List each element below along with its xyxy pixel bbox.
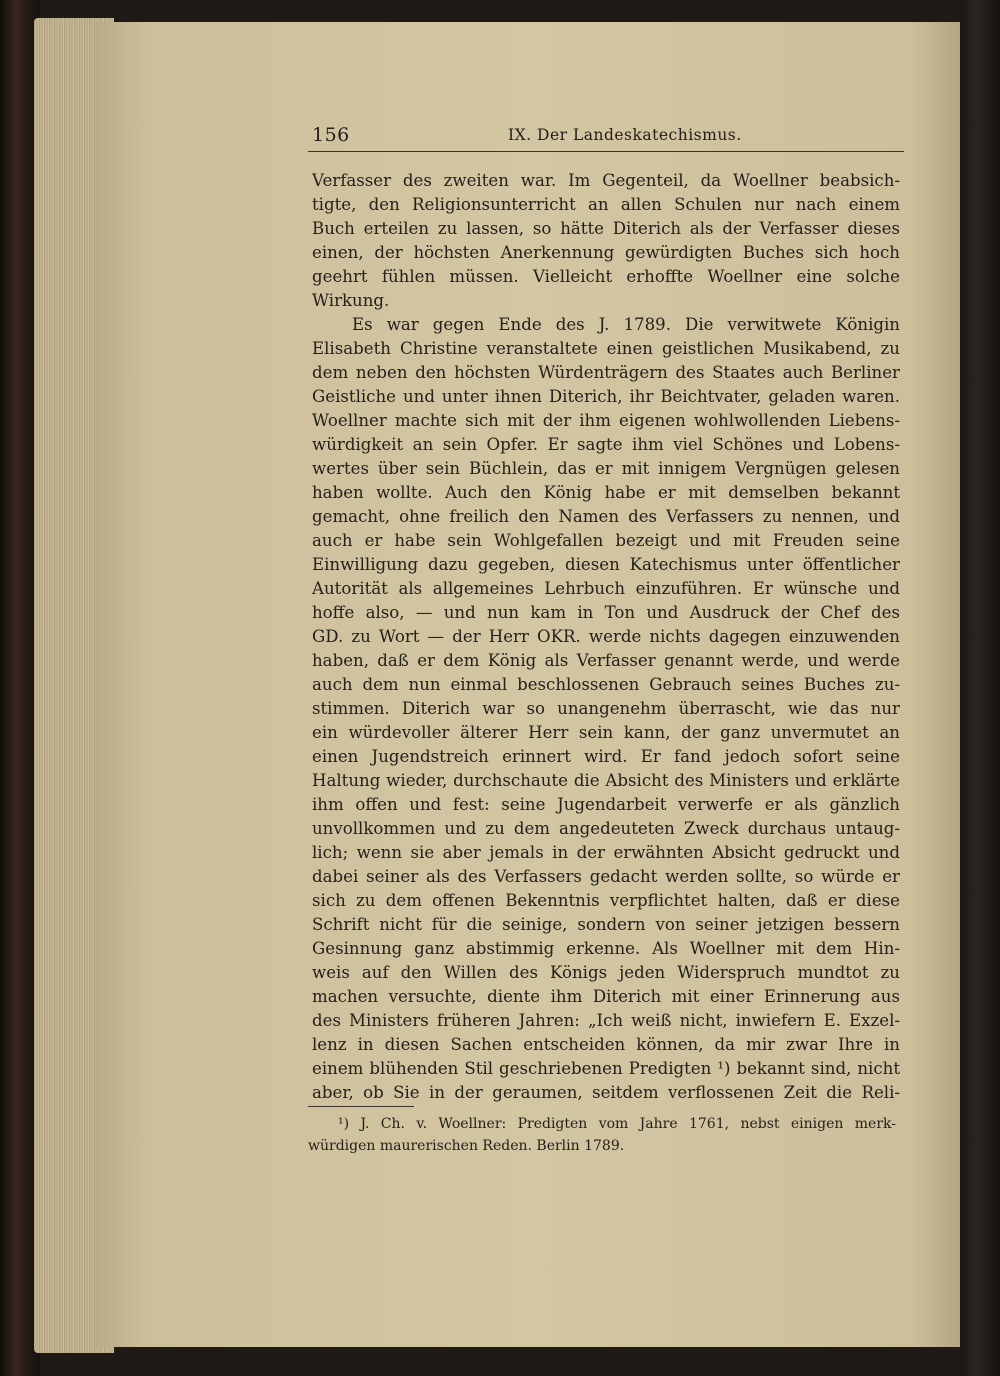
- page-number: 156: [312, 124, 350, 146]
- text-line: Woellner machte sich mit der ihm eigenen wohlwollenden Liebens-: [312, 411, 900, 430]
- text-line: haben wollte. Auch den König habe er mit demselben bekannt: [312, 483, 900, 502]
- text-line: Verfasser des zweiten war. Im Gegenteil, da Woellner beabsich-: [312, 171, 900, 190]
- text-line: machen versuchte, diente ihm Diterich mit einer Erinnerung aus: [312, 987, 900, 1006]
- body-text: [312, 169, 900, 1105]
- text-line: einen, der höchsten Anerkennung gewürdigten Buches sich hoch: [312, 243, 900, 262]
- text-line: Elisabeth Christine veranstaltete einen geistlichen Musikabend, zu: [312, 339, 900, 358]
- text-line: Einwilligung dazu gegeben, diesen Katechismus unter öffentlicher: [312, 555, 900, 574]
- text-line: unvollkommen und zu dem angedeuteten Zweck durchaus untaug-: [312, 819, 900, 838]
- text-line: ein würdevoller älterer Herr sein kann, der ganz unvermutet an: [312, 723, 900, 742]
- text-line: tigte, den Religionsunterricht an allen Schulen nur nach einem: [312, 195, 900, 214]
- text-line: würdigkeit an sein Opfer. Er sagte ihm viel Schönes und Lobens-: [312, 435, 900, 454]
- text-line: lenz in diesen Sachen entscheiden können, da mir zwar Ihre in: [312, 1035, 900, 1054]
- text-line: stimmen. Diterich war so unangenehm überrascht, wie das nur: [312, 699, 900, 718]
- text-line: haben, daß er dem König als Verfasser genannt werde, und werde: [312, 651, 900, 670]
- facing-page-gutter: [960, 0, 1000, 1376]
- footnote-line: würdigen maurerischen Reden. Berlin 1789.: [308, 1138, 625, 1154]
- text-line: aber, ob Sie in der geraumen, seitdem verflossenen Zeit die Reli-: [312, 1083, 900, 1102]
- text-line: des Ministers früheren Jahren: „Ich weiß nicht, inwiefern E. Exzel-: [312, 1011, 900, 1030]
- text-line: Wirkung.: [312, 291, 390, 310]
- text-line: einen Jugendstreich erinnert wird. Er fand jedoch sofort seine: [312, 747, 900, 766]
- text-line: GD. zu Wort — der Herr OKR. werde nichts dagegen einzuwenden: [312, 627, 900, 646]
- text-line: auch dem nun einmal beschlossenen Gebrauch seines Buches zu-: [312, 675, 900, 694]
- running-head: [308, 122, 904, 148]
- text-line: einem blühenden Stil geschriebenen Predigten ¹) bekannt sind, nicht: [312, 1059, 900, 1078]
- text-line: dem neben den höchsten Würdenträgern des Staates auch Berliner: [312, 363, 900, 382]
- text-line: weis auf den Willen des Königs jeden Widerspruch mundtot zu: [312, 963, 900, 982]
- chapter-title: IX. Der Landeskatechismus.: [508, 126, 742, 144]
- text-line: Gesinnung ganz abstimmig erkenne. Als Woellner mit dem Hin-: [312, 939, 900, 958]
- text-line: Es war gegen Ende des J. 1789. Die verwitwete Königin: [352, 315, 900, 334]
- footnote: [308, 1113, 896, 1157]
- text-line: hoffe also, — und nun kam in Ton und Ausdruck der Chef des: [312, 603, 900, 622]
- text-line: geehrt fühlen müssen. Vielleicht erhoffte Woellner eine solche: [312, 267, 900, 286]
- footnote-rule: [308, 1106, 414, 1107]
- text-line: gemacht, ohne freilich den Namen des Verfassers zu nennen, und: [312, 507, 900, 526]
- text-line: Buch erteilen zu lassen, so hätte Diterich als der Verfasser dieses: [312, 219, 900, 238]
- text-line: dabei seiner als des Verfassers gedacht werden sollte, so würde er: [312, 867, 900, 886]
- text-line: Schrift nicht für die seinige, sondern von seiner jetzigen bessern: [312, 915, 900, 934]
- text-line: Autorität als allgemeines Lehrbuch einzuführen. Er wünsche und: [312, 579, 900, 598]
- text-line: ihm offen und fest: seine Jugendarbeit verwerfe er als gänzlich: [312, 795, 900, 814]
- text-line: lich; wenn sie aber jemals in der erwähnten Absicht gedruckt und: [312, 843, 900, 862]
- text-line: Geistliche und unter ihnen Diterich, ihr Beichtvater, geladen waren.: [312, 387, 900, 406]
- text-line: sich zu dem offenen Bekenntnis verpflichtet halten, daß er diese: [312, 891, 900, 910]
- footnote-line: ¹) J. Ch. v. Woellner: Predigten vom Jahre 1761, nebst einigen merk-: [338, 1116, 896, 1132]
- text-line: Haltung wieder, durchschaute die Absicht des Ministers und erklärte: [312, 771, 900, 790]
- text-line: auch er habe sein Wohlgefallen bezeigt und mit Freuden seine: [312, 531, 900, 550]
- header-rule: [308, 151, 904, 152]
- text-line: wertes über sein Büchlein, das er mit innigem Vergnügen gelesen: [312, 459, 900, 478]
